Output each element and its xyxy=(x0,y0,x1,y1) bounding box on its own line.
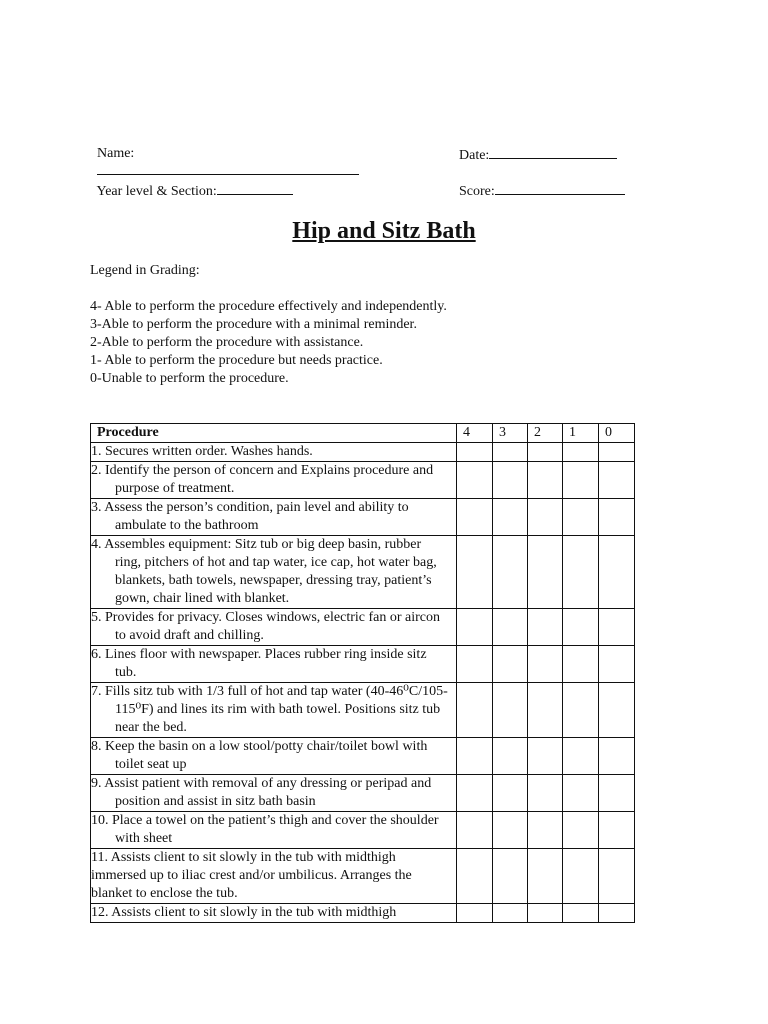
score-blank[interactable] xyxy=(495,182,625,195)
score-cell-1[interactable] xyxy=(563,443,599,462)
score-cell-3[interactable] xyxy=(493,499,528,536)
table-row xyxy=(91,904,635,923)
score-cell-3[interactable] xyxy=(493,683,528,738)
procedure-table xyxy=(90,423,635,923)
score-cell-1[interactable] xyxy=(563,499,599,536)
procedure-step: 5. Provides for privacy. Closes windows, electric fan or aircon to avoid draft and chilling. xyxy=(91,609,457,646)
legend-list xyxy=(90,298,447,388)
column-header-procedure: Procedure xyxy=(91,424,457,443)
procedure-step: 3. Assess the person’s condition, pain level and ability to ambulate to the bathroom xyxy=(91,499,457,536)
table-row xyxy=(91,849,635,904)
procedure-step: 7. Fills sitz tub with 1/3 full of hot and tap water (40-46⁰C/105-115⁰F) and lines its rim with bath towel. Positions sitz tub near the bed. xyxy=(91,683,457,738)
column-header-2: 2 xyxy=(528,424,563,443)
score-cell-4[interactable] xyxy=(457,849,493,904)
score-cell-3[interactable] xyxy=(493,812,528,849)
table-row xyxy=(91,536,635,609)
score-cell-4[interactable] xyxy=(457,775,493,812)
procedure-step: 4. Assembles equipment: Sitz tub or big deep basin, rubber ring, pitchers of hot and tap water, ice cap, hot water bag, blankets, bath towels, newspaper, dressing tray, patient’s gown, chair lined with blanket. xyxy=(91,536,457,609)
name-label: Name: xyxy=(97,146,135,161)
legend-item: 4- Able to perform the procedure effectively and independently. xyxy=(90,299,447,314)
score-cell-4[interactable] xyxy=(457,683,493,738)
legend-item: 2-Able to perform the procedure with assistance. xyxy=(90,335,364,350)
score-cell-3[interactable] xyxy=(493,775,528,812)
procedure-step: 9. Assist patient with removal of any dressing or peripad and position and assist in sitz bath basin xyxy=(91,775,457,812)
score-cell-2[interactable] xyxy=(528,904,563,923)
table-row xyxy=(91,462,635,499)
legend-item: 0-Unable to perform the procedure. xyxy=(90,371,289,386)
legend-item: 1- Able to perform the procedure but needs practice. xyxy=(90,353,383,368)
score-cell-3[interactable] xyxy=(493,443,528,462)
legend-item: 3-Able to perform the procedure with a minimal reminder. xyxy=(90,317,417,332)
score-cell-4[interactable] xyxy=(457,609,493,646)
score-cell-0[interactable] xyxy=(599,646,635,683)
score-cell-4[interactable] xyxy=(457,738,493,775)
score-cell-4[interactable] xyxy=(457,812,493,849)
score-cell-2[interactable] xyxy=(528,683,563,738)
score-cell-2[interactable] xyxy=(528,536,563,609)
score-cell-0[interactable] xyxy=(599,812,635,849)
score-cell-1[interactable] xyxy=(563,683,599,738)
procedure-step: 11. Assists client to sit slowly in the tub with midthigh immersed up to iliac crest and/or umbilicus. Arranges the blanket to enclose the tub. xyxy=(91,849,457,904)
score-cell-0[interactable] xyxy=(599,443,635,462)
score-field[interactable] xyxy=(452,166,625,200)
score-label: Score: xyxy=(459,184,495,199)
score-cell-3[interactable] xyxy=(493,646,528,683)
score-cell-3[interactable] xyxy=(493,462,528,499)
score-cell-0[interactable] xyxy=(599,849,635,904)
score-cell-2[interactable] xyxy=(528,738,563,775)
score-cell-4[interactable] xyxy=(457,536,493,609)
score-cell-0[interactable] xyxy=(599,609,635,646)
score-cell-1[interactable] xyxy=(563,536,599,609)
date-field[interactable] xyxy=(452,130,617,164)
score-cell-1[interactable] xyxy=(563,812,599,849)
year-section-label: Year level & Section: xyxy=(96,184,217,199)
score-cell-0[interactable] xyxy=(599,775,635,812)
date-label: Date: xyxy=(459,148,490,163)
score-cell-1[interactable] xyxy=(563,775,599,812)
column-header-3: 3 xyxy=(493,424,528,443)
procedure-step: 8. Keep the basin on a low stool/potty chair/toilet bowl with toilet seat up xyxy=(91,738,457,775)
score-cell-2[interactable] xyxy=(528,462,563,499)
score-cell-2[interactable] xyxy=(528,443,563,462)
page-title: Hip and Sitz Bath xyxy=(292,218,476,244)
column-header-0: 0 xyxy=(599,424,635,443)
score-cell-1[interactable] xyxy=(563,738,599,775)
procedure-step: 6. Lines floor with newspaper. Places rubber ring inside sitz tub. xyxy=(91,646,457,683)
score-cell-3[interactable] xyxy=(493,536,528,609)
score-cell-0[interactable] xyxy=(599,462,635,499)
table-row xyxy=(91,646,635,683)
date-blank[interactable] xyxy=(489,146,617,159)
score-cell-1[interactable] xyxy=(563,462,599,499)
score-cell-2[interactable] xyxy=(528,812,563,849)
column-header-1: 1 xyxy=(563,424,599,443)
score-cell-3[interactable] xyxy=(493,849,528,904)
table-row xyxy=(91,775,635,812)
table-row xyxy=(91,812,635,849)
table-row xyxy=(91,683,635,738)
year-section-blank[interactable] xyxy=(217,182,293,195)
score-cell-4[interactable] xyxy=(457,462,493,499)
score-cell-2[interactable] xyxy=(528,849,563,904)
score-cell-0[interactable] xyxy=(599,738,635,775)
score-cell-4[interactable] xyxy=(457,499,493,536)
score-cell-1[interactable] xyxy=(563,646,599,683)
legend-heading: Legend in Grading: xyxy=(90,263,200,278)
table-row xyxy=(91,609,635,646)
procedure-step: 12. Assists client to sit slowly in the tub with midthigh xyxy=(91,904,457,923)
score-cell-0[interactable] xyxy=(599,536,635,609)
score-cell-4[interactable] xyxy=(457,443,493,462)
year-section-field[interactable] xyxy=(90,166,293,200)
procedure-step: 1. Secures written order. Washes hands. xyxy=(91,443,457,462)
procedure-step: 10. Place a towel on the patient’s thigh and cover the shoulder with sheet xyxy=(91,812,457,849)
score-cell-1[interactable] xyxy=(563,904,599,923)
score-cell-1[interactable] xyxy=(563,849,599,904)
score-cell-3[interactable] xyxy=(493,609,528,646)
table-header-row xyxy=(91,424,635,443)
score-cell-0[interactable] xyxy=(599,499,635,536)
score-cell-2[interactable] xyxy=(528,775,563,812)
score-cell-1[interactable] xyxy=(563,609,599,646)
column-header-4: 4 xyxy=(457,424,493,443)
score-cell-0[interactable] xyxy=(599,904,635,923)
score-cell-3[interactable] xyxy=(493,738,528,775)
score-cell-4[interactable] xyxy=(457,904,493,923)
score-cell-2[interactable] xyxy=(528,646,563,683)
score-cell-2[interactable] xyxy=(528,499,563,536)
score-cell-2[interactable] xyxy=(528,609,563,646)
score-cell-0[interactable] xyxy=(599,683,635,738)
table-row xyxy=(91,499,635,536)
score-cell-4[interactable] xyxy=(457,646,493,683)
score-cell-3[interactable] xyxy=(493,904,528,923)
procedure-step: 2. Identify the person of concern and Explains procedure and purpose of treatment. xyxy=(91,462,457,499)
table-row xyxy=(91,443,635,462)
table-row xyxy=(91,738,635,775)
